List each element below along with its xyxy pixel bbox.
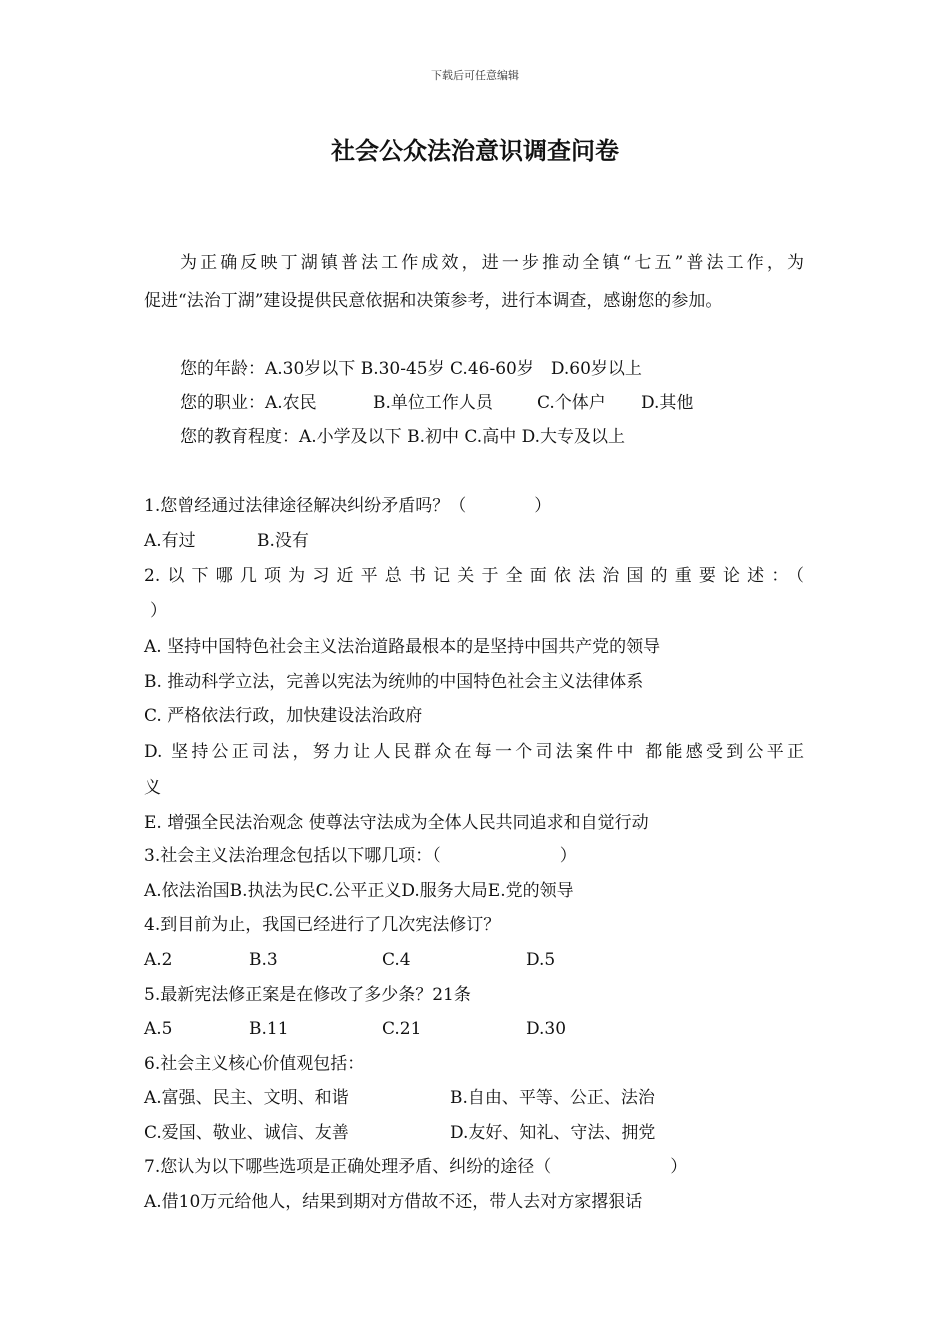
q2-option-b: B. 推动科学立法，完善以宪法为统帅的中国特色社会主义法律体系: [144, 672, 644, 692]
q2-option-c: C. 严格依法行政，加快建设法治政府: [144, 706, 423, 726]
occupation-option-c: C.个体户: [537, 393, 606, 413]
q6-option-a: A.富强、民主、文明、和谐: [144, 1088, 349, 1108]
page-title: 社会公众法治意识调查问卷: [331, 136, 619, 165]
q5-option-b: B.11: [249, 1019, 289, 1039]
q6-option-d: D.友好、知礼、守法、拥党: [450, 1123, 656, 1143]
education-question: 您的教育程度：A.小学及以下 B.初中 C.高中 D.大专及以上: [180, 427, 626, 447]
occupation-question: 您的职业：A.农民: [180, 393, 317, 413]
q2-option-a: A. 坚持中国特色社会主义法治道路最根本的是坚持中国共产党的领导: [144, 637, 661, 657]
intro-line-2: 促进“法治丁湖”建设提供民意依据和决策参考，进行本调查，感谢您的参加。: [144, 291, 723, 311]
q6-option-b: B.自由、平等、公正、法治: [450, 1088, 655, 1108]
q2-option-d: D. 坚持公正司法，努力让人民群众在每一个司法案件中 都能感受到公平正: [144, 742, 804, 762]
q7-text: 7.您认为以下哪些选项是正确处理矛盾、纠纷的途径（ ）: [144, 1157, 688, 1177]
q5-option-d: D.30: [526, 1019, 567, 1039]
q5-option-a: A.5: [144, 1019, 173, 1039]
q4-text: 4.到目前为止，我国已经进行了几次宪法修订？: [144, 915, 501, 935]
q1-text: 1.您曾经通过法律途径解决纠纷矛盾吗？（ ）: [144, 496, 552, 516]
q5-text: 5.最新宪法修正案是在修改了多少条？21条: [144, 985, 471, 1005]
q2-option-d-continued: 义: [144, 778, 161, 798]
q4-option-d: D.5: [526, 950, 556, 970]
q7-option-a: A.借10万元给他人，结果到期对方借故不还，带人去对方家撂狠话: [144, 1192, 643, 1212]
q2-text-continued: ）: [150, 601, 167, 621]
q4-option-b: B.3: [249, 950, 278, 970]
q1-option-b: B.没有: [257, 531, 309, 551]
q2-text: 2.以下哪几项为习近平总书记关于全面依法治国的重要论述：（: [144, 566, 804, 586]
age-question: 您的年龄：A.30岁以下 B.30-45岁 C.46-60岁 D.60岁以上: [180, 359, 642, 379]
q6-option-c: C.爱国、敬业、诚信、友善: [144, 1123, 349, 1143]
intro-line-1: 为正确反映丁湖镇普法工作成效，进一步推动全镇“七五”普法工作，为: [180, 253, 804, 273]
q3-options: A.依法治国B.执法为民C.公平正义D.服务大局E.党的领导: [144, 881, 574, 901]
q4-option-c: C.4: [382, 950, 411, 970]
q6-text: 6.社会主义核心价值观包括：: [144, 1054, 365, 1074]
occupation-option-d: D.其他: [641, 393, 694, 413]
q3-text: 3.社会主义法治理念包括以下哪几项：（ ）: [144, 846, 577, 866]
q4-option-a: A.2: [144, 950, 173, 970]
q1-option-a: A.有过: [144, 531, 196, 551]
q2-option-e: E. 增强全民法治观念 使尊法守法成为全体人民共同追求和自觉行动: [144, 813, 649, 833]
q5-option-c: C.21: [382, 1019, 422, 1039]
occupation-option-b: B.单位工作人员: [373, 393, 493, 413]
header-note: 下载后可任意编辑: [431, 69, 519, 82]
